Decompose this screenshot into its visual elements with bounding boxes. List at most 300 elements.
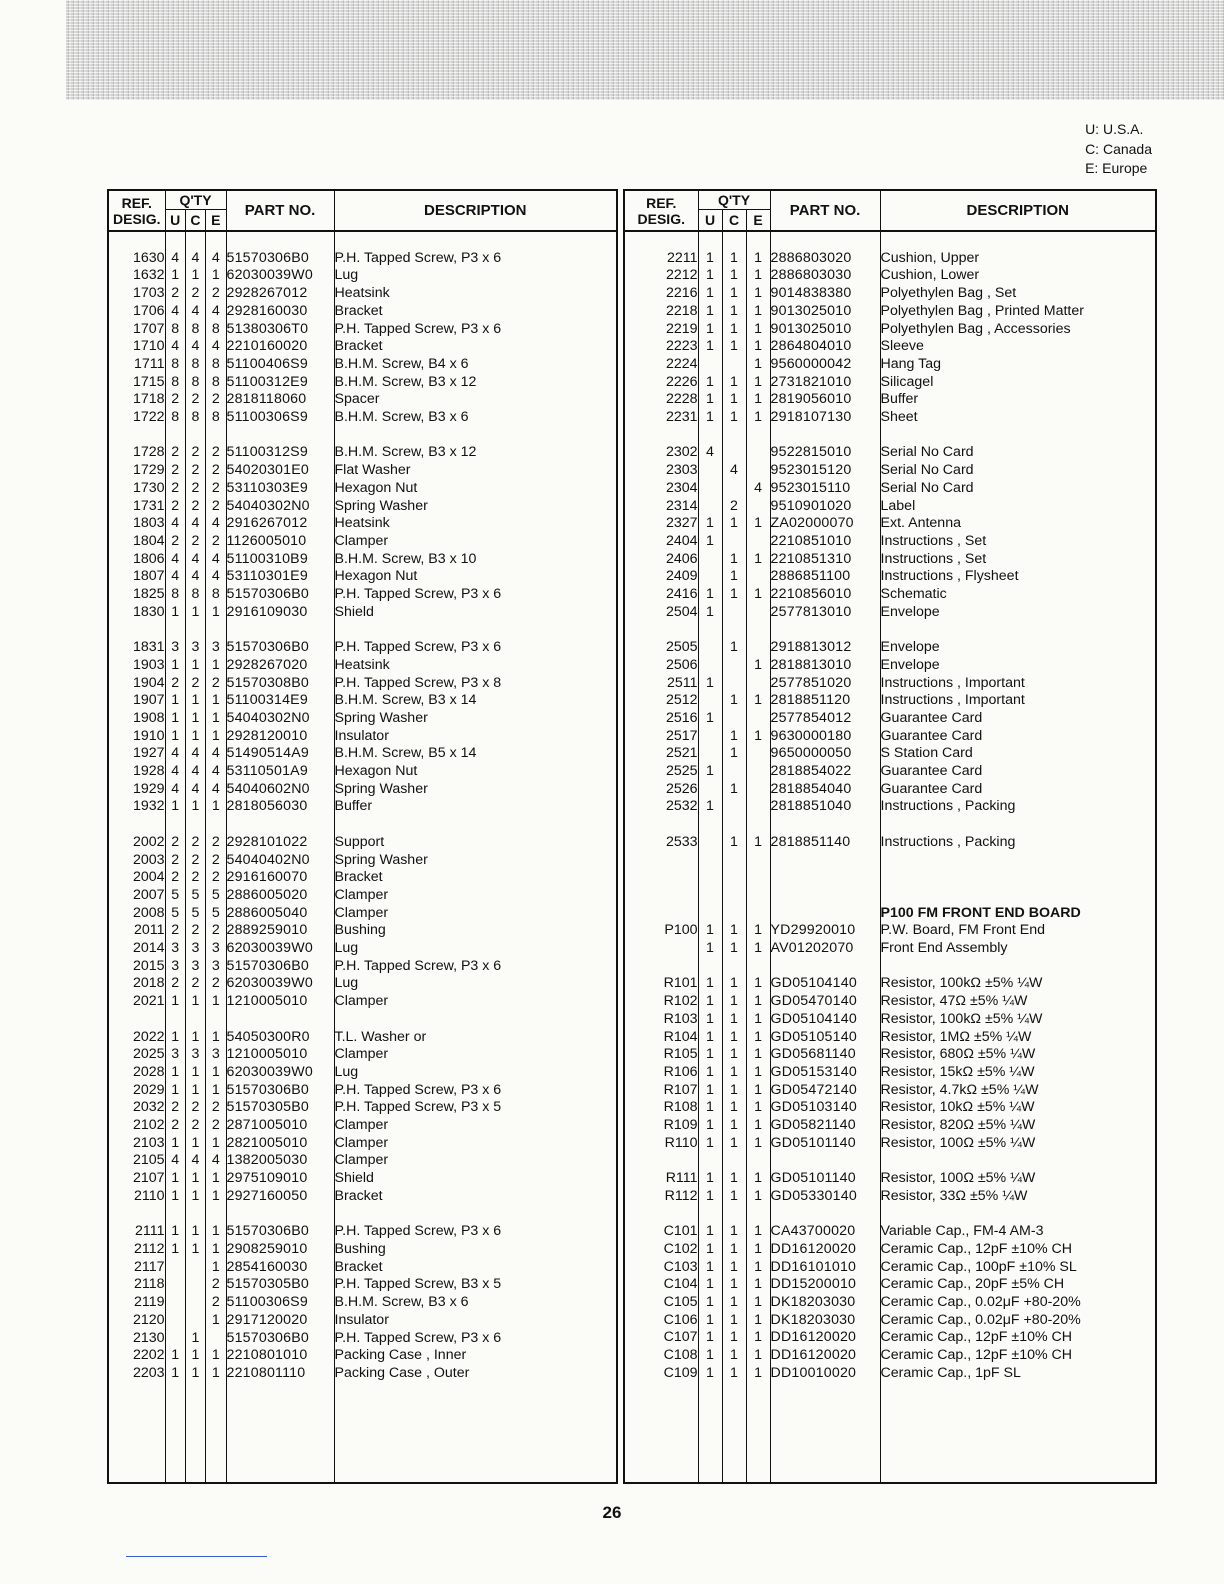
qty-u: 1 — [698, 285, 722, 303]
ref-desig: 1807 — [132, 568, 165, 585]
qty-c: 1 — [722, 692, 746, 710]
qty-e: 1 — [206, 692, 226, 710]
qty-e: 4 — [206, 568, 226, 586]
ref-desig: 1908 — [132, 709, 165, 726]
qty-c: 2 — [185, 922, 205, 940]
qty-e: 1 — [206, 604, 226, 622]
parts-row — [624, 1223, 1156, 1241]
description: Ceramic Cap., 1pF SL — [880, 1365, 1156, 1383]
qty-u: 1 — [698, 391, 722, 409]
description: Bushing — [334, 922, 617, 940]
qty-u: 1 — [165, 728, 185, 746]
qty-u: 4 — [698, 444, 722, 462]
qty-e: 1 — [746, 303, 770, 321]
qty-c: 1 — [185, 1170, 205, 1188]
ref-desig: R104 — [663, 1028, 698, 1045]
spacer-row — [624, 958, 1156, 976]
description: Instructions , Important — [880, 675, 1156, 693]
ref-desig: 2032 — [132, 1099, 165, 1116]
qty-u — [698, 692, 722, 710]
parts-row — [108, 1241, 617, 1259]
ref-desig: 1932 — [132, 798, 165, 815]
description: Shield — [334, 1170, 617, 1188]
description: Clamper — [334, 1046, 617, 1064]
parts-row — [108, 480, 617, 498]
qty-u — [165, 1312, 185, 1330]
parts-row — [108, 922, 617, 940]
qty-e: 3 — [206, 940, 226, 958]
part-no: 1210005010 — [226, 1046, 334, 1064]
description: Envelope — [880, 657, 1156, 675]
part-no — [770, 905, 880, 923]
part-no: 2928120010 — [226, 728, 334, 746]
part-no: 2818056030 — [226, 798, 334, 816]
parts-row — [108, 586, 617, 604]
qty-u: 1 — [165, 692, 185, 710]
parts-row — [108, 1276, 617, 1294]
ref-desig: 2002 — [132, 833, 165, 850]
legend-canada: C: Canada — [1085, 140, 1152, 157]
ref-desig: 2102 — [132, 1117, 165, 1134]
qty-c: 1 — [722, 250, 746, 268]
part-no: 2731821010 — [770, 374, 880, 392]
description: B.H.M. Screw, B3 x 14 — [334, 692, 617, 710]
part-no: 2916109030 — [226, 604, 334, 622]
qty-c — [722, 798, 746, 816]
spacer-row — [624, 231, 1156, 250]
parts-row — [624, 444, 1156, 462]
ref-desig: 1831 — [132, 639, 165, 656]
ref-desig: 2107 — [132, 1170, 165, 1187]
qty-c: 8 — [185, 586, 205, 604]
part-no: DD10010020 — [770, 1365, 880, 1383]
description: Resistor, 100kΩ ±5% ¼W — [880, 975, 1156, 993]
qty-c: 1 — [722, 568, 746, 586]
qty-u: 1 — [165, 1135, 185, 1153]
qty-e: 1 — [746, 1170, 770, 1188]
qty-c: 1 — [722, 639, 746, 657]
qty-e: 3 — [206, 639, 226, 657]
part-no: 9522815010 — [770, 444, 880, 462]
qty-u: 8 — [165, 356, 185, 374]
qty-c: 1 — [185, 1082, 205, 1100]
part-no: 62030039W0 — [226, 975, 334, 993]
description: Insulator — [334, 728, 617, 746]
qty-e — [746, 763, 770, 781]
qty-c: 1 — [722, 781, 746, 799]
parts-row — [624, 285, 1156, 303]
parts-row — [108, 975, 617, 993]
spacer-row — [624, 1206, 1156, 1224]
qty-e: 1 — [746, 586, 770, 604]
parts-row — [624, 1329, 1156, 1347]
qty-e: 4 — [206, 781, 226, 799]
qty-u: 1 — [698, 374, 722, 392]
qty-u: 1 — [698, 586, 722, 604]
part-no: 2886803030 — [770, 267, 880, 285]
ref-desig: 2112 — [133, 1240, 165, 1257]
ref-desig: 1729 — [132, 462, 165, 479]
qty-e: 1 — [206, 1312, 226, 1330]
qty-c — [185, 1312, 205, 1330]
qty-u: 8 — [165, 586, 185, 604]
qty-u: 1 — [165, 1029, 185, 1047]
scan-header-band — [66, 0, 1224, 100]
qty-u: 1 — [698, 1223, 722, 1241]
description: Bushing — [334, 1241, 617, 1259]
qty-e: 2 — [206, 1117, 226, 1135]
qty-u: 1 — [698, 1099, 722, 1117]
parts-row — [624, 692, 1156, 710]
qty-u: 2 — [165, 834, 185, 852]
description: Front End Assembly — [880, 940, 1156, 958]
qty-u: 1 — [165, 1064, 185, 1082]
description: Sleeve — [880, 338, 1156, 356]
qty-e: 3 — [206, 958, 226, 976]
part-no: 51100310B9 — [226, 551, 334, 569]
parts-row — [624, 1099, 1156, 1117]
part-no: 2210801010 — [226, 1347, 334, 1365]
qty-c: 1 — [722, 409, 746, 427]
part-no: 9510901020 — [770, 498, 880, 516]
qty-e: 1 — [206, 1029, 226, 1047]
parts-row — [624, 1170, 1156, 1188]
description: Support — [334, 834, 617, 852]
ref-desig: R112 — [664, 1187, 698, 1204]
part-no: GD05821140 — [770, 1117, 880, 1135]
description: Instructions , Packing — [880, 834, 1156, 852]
description: Resistor, 680Ω ±5% ¼W — [880, 1046, 1156, 1064]
qty-e: 1 — [746, 321, 770, 339]
part-no: GD05104140 — [770, 1011, 880, 1029]
scan-mark-line — [126, 1556, 267, 1557]
part-no: 51100406S9 — [226, 356, 334, 374]
qty-u: 1 — [698, 675, 722, 693]
description: Serial No Card — [880, 462, 1156, 480]
qty-c: 4 — [185, 250, 205, 268]
part-no: 54020301E0 — [226, 462, 334, 480]
qty-c: 1 — [185, 604, 205, 622]
ref-desig: 2404 — [665, 532, 698, 549]
qty-e: 1 — [746, 338, 770, 356]
qty-e — [746, 604, 770, 622]
qty-c — [722, 444, 746, 462]
part-no: 2577854012 — [770, 710, 880, 728]
ref-desig: R102 — [663, 993, 698, 1010]
qty-c: 8 — [185, 321, 205, 339]
part-no: DK18203030 — [770, 1312, 880, 1330]
qty-u: 1 — [698, 1046, 722, 1064]
parts-table-left-body — [108, 231, 617, 1483]
part-no: 62030039W0 — [226, 1064, 334, 1082]
description: Clamper — [334, 1135, 617, 1153]
qty-e: 4 — [206, 303, 226, 321]
part-no: 51100314E9 — [226, 692, 334, 710]
part-no: 9523015120 — [770, 462, 880, 480]
qty-c: 1 — [185, 1330, 205, 1348]
description-header: DESCRIPTION — [880, 190, 1156, 231]
qty-c: 1 — [185, 1365, 205, 1383]
qty-e: 1 — [746, 993, 770, 1011]
part-no: YD29920010 — [770, 922, 880, 940]
parts-row — [108, 834, 617, 852]
qty-c: 1 — [185, 993, 205, 1011]
qty-e — [746, 568, 770, 586]
qty-u — [165, 1259, 185, 1277]
ref-desig: R107 — [663, 1081, 698, 1098]
qty-u: 5 — [165, 887, 185, 905]
part-no: DD16120020 — [770, 1347, 880, 1365]
qty-e: 3 — [206, 1046, 226, 1064]
parts-row — [624, 604, 1156, 622]
part-no: 2886005020 — [226, 887, 334, 905]
description: P.H. Tapped Screw, P3 x 6 — [334, 1223, 617, 1241]
description: Variable Cap., FM-4 AM-3 — [880, 1223, 1156, 1241]
ref-desig: C105 — [663, 1294, 698, 1311]
qty-e: 1 — [206, 1188, 226, 1206]
description: Lug — [334, 1064, 617, 1082]
parts-row — [108, 1365, 617, 1383]
part-no: 51570308B0 — [226, 675, 334, 693]
description: Resistor, 15kΩ ±5% ¼W — [880, 1064, 1156, 1082]
qty-u: 1 — [698, 1082, 722, 1100]
part-no: 51490514A9 — [226, 745, 334, 763]
ref-desig: 2416 — [665, 586, 698, 603]
part-no: 2975109010 — [226, 1170, 334, 1188]
part-no: 54040602N0 — [226, 781, 334, 799]
qty-c: 1 — [722, 834, 746, 852]
description: Resistor, 33Ω ±5% ¼W — [880, 1188, 1156, 1206]
parts-row — [108, 250, 617, 268]
parts-row — [108, 1117, 617, 1135]
qty-c: 1 — [722, 1241, 746, 1259]
description: Ceramic Cap., 12pF ±10% CH — [880, 1241, 1156, 1259]
qty-c — [722, 763, 746, 781]
description: Bracket — [334, 869, 617, 887]
ref-desig: 2011 — [133, 922, 165, 939]
parts-row — [108, 498, 617, 516]
qty-c: 2 — [185, 869, 205, 887]
ref-desig: 1806 — [132, 550, 165, 567]
qty-e: 1 — [746, 1347, 770, 1365]
qty-e: 1 — [746, 657, 770, 675]
qty-c — [185, 1276, 205, 1294]
parts-row — [108, 1330, 617, 1348]
description: Insulator — [334, 1312, 617, 1330]
ref-desig-header: REF. DESIG. — [108, 190, 165, 231]
description: Hexagon Nut — [334, 763, 617, 781]
qty-u — [165, 1276, 185, 1294]
qty-u: 1 — [165, 1223, 185, 1241]
qty-c: 1 — [722, 551, 746, 569]
parts-row — [108, 1152, 617, 1170]
ref-desig: 2406 — [665, 550, 698, 567]
qty-c: 1 — [722, 1259, 746, 1277]
parts-row — [624, 303, 1156, 321]
ref-desig: 2533 — [665, 833, 698, 850]
qty-c: 5 — [185, 905, 205, 923]
qty-e: 1 — [746, 250, 770, 268]
ref-desig: C108 — [663, 1347, 698, 1364]
parts-row — [108, 728, 617, 746]
ref-desig: 1728 — [132, 444, 165, 461]
qty-u: 2 — [165, 675, 185, 693]
parts-row — [108, 639, 617, 657]
parts-row — [624, 480, 1156, 498]
description-header: DESCRIPTION — [334, 190, 617, 231]
parts-row — [108, 568, 617, 586]
parts-row — [624, 657, 1156, 675]
qty-e: 2 — [206, 480, 226, 498]
description: B.H.M. Screw, B3 x 6 — [334, 1294, 617, 1312]
parts-row — [108, 993, 617, 1011]
description: Heatsink — [334, 657, 617, 675]
qty-u: 1 — [698, 1241, 722, 1259]
part-no: 51100312E9 — [226, 374, 334, 392]
qty-u: 1 — [165, 267, 185, 285]
description: Polyethylen Bag , Set — [880, 285, 1156, 303]
page-number: 26 — [602, 1503, 622, 1522]
ref-desig: R101 — [663, 975, 698, 992]
ref-desig: 2219 — [665, 320, 698, 337]
qty-e: 1 — [206, 1259, 226, 1277]
parts-row — [108, 303, 617, 321]
qty-u: 4 — [165, 515, 185, 533]
qty-c — [722, 356, 746, 374]
description: Resistor, 4.7kΩ ±5% ¼W — [880, 1082, 1156, 1100]
description: Resistor, 1MΩ ±5% ¼W — [880, 1029, 1156, 1047]
qty-c: 1 — [722, 1170, 746, 1188]
filler-row — [108, 1383, 617, 1483]
description: Shield — [334, 604, 617, 622]
ref-desig: 2517 — [665, 727, 698, 744]
description: B.H.M. Screw, B3 x 12 — [334, 444, 617, 462]
ref-desig: 1907 — [132, 692, 165, 709]
parts-row — [624, 1117, 1156, 1135]
part-no: 51570306B0 — [226, 639, 334, 657]
qty-u: 2 — [165, 533, 185, 551]
qty-e: 4 — [206, 1152, 226, 1170]
qty-c: 2 — [185, 480, 205, 498]
ref-desig: R103 — [663, 1010, 698, 1027]
qty-u: 1 — [698, 1170, 722, 1188]
part-no: 51570306B0 — [226, 1223, 334, 1241]
qty-e — [746, 444, 770, 462]
qty-e: 1 — [746, 1312, 770, 1330]
qty-c: 3 — [185, 639, 205, 657]
qty-e: 1 — [746, 515, 770, 533]
ref-desig: 1928 — [132, 763, 165, 780]
parts-row — [624, 391, 1156, 409]
qty-e: 1 — [206, 1170, 226, 1188]
qty-u — [698, 356, 722, 374]
description: B.H.M. Screw, B3 x 12 — [334, 374, 617, 392]
parts-row — [624, 710, 1156, 728]
qty-u — [698, 781, 722, 799]
qty-c: 2 — [185, 498, 205, 516]
qty-u — [698, 568, 722, 586]
ref-desig: R106 — [663, 1063, 698, 1080]
qty-u: 1 — [698, 1259, 722, 1277]
qty-c: 4 — [185, 338, 205, 356]
qty-e: 1 — [746, 1276, 770, 1294]
qty-e: 2 — [206, 533, 226, 551]
parts-row — [624, 639, 1156, 657]
parts-row — [108, 374, 617, 392]
ref-desig: 1731 — [132, 497, 165, 514]
description: Guarantee Card — [880, 728, 1156, 746]
qty-u: 4 — [165, 338, 185, 356]
parts-row — [624, 1064, 1156, 1082]
qty-e — [746, 745, 770, 763]
qty-c: 1 — [722, 338, 746, 356]
parts-row — [108, 1135, 617, 1153]
qty-u: 1 — [698, 1011, 722, 1029]
qty-u: 1 — [165, 993, 185, 1011]
qty-e: 1 — [206, 1241, 226, 1259]
qty-c: 2 — [185, 975, 205, 993]
qty-u: 1 — [165, 1188, 185, 1206]
ref-desig: 2130 — [132, 1329, 165, 1346]
ref-desig: 2511 — [666, 674, 698, 691]
qty-e: 8 — [206, 409, 226, 427]
part-no: DD15200010 — [770, 1276, 880, 1294]
parts-row — [108, 444, 617, 462]
qty-c: 1 — [722, 1329, 746, 1347]
ref-desig: 2211 — [666, 249, 698, 266]
parts-row — [108, 1347, 617, 1365]
part-no: 2886803020 — [770, 250, 880, 268]
part-no: 2928267012 — [226, 285, 334, 303]
qty-c: 1 — [185, 657, 205, 675]
qty-c: 2 — [185, 834, 205, 852]
qty-u: 2 — [165, 498, 185, 516]
qty-u: 1 — [698, 1347, 722, 1365]
filler-row — [624, 1383, 1156, 1483]
qty-e — [746, 798, 770, 816]
qty-u: 4 — [165, 250, 185, 268]
spacer-row — [108, 1011, 617, 1029]
parts-row — [108, 515, 617, 533]
qty-e — [206, 1330, 226, 1348]
qty-u: 1 — [698, 798, 722, 816]
part-no: 51570305B0 — [226, 1276, 334, 1294]
parts-row — [108, 321, 617, 339]
part-no: 51100312S9 — [226, 444, 334, 462]
legend-usa: U: U.S.A. — [1085, 121, 1144, 137]
ref-desig: 1722 — [132, 409, 165, 426]
description: Lug — [334, 267, 617, 285]
parts-row — [108, 798, 617, 816]
ref-desig: 2105 — [132, 1152, 165, 1169]
qty-u: 1 — [698, 515, 722, 533]
ref-desig: 2014 — [132, 940, 165, 957]
qty-u: 1 — [698, 1276, 722, 1294]
qty-e: 2 — [206, 852, 226, 870]
qty-u: 1 — [698, 710, 722, 728]
ref-desig: 2532 — [665, 798, 698, 815]
parts-row — [108, 869, 617, 887]
qty-u: 5 — [165, 905, 185, 923]
qty-e: 1 — [746, 1241, 770, 1259]
qty-e: 1 — [206, 993, 226, 1011]
description: B.H.M. Screw, B3 x 10 — [334, 551, 617, 569]
qty-u: 2 — [165, 285, 185, 303]
description: Clamper — [334, 1152, 617, 1170]
ref-desig: 2302 — [665, 444, 698, 461]
description: Spring Washer — [334, 852, 617, 870]
qty-c: 1 — [185, 1347, 205, 1365]
